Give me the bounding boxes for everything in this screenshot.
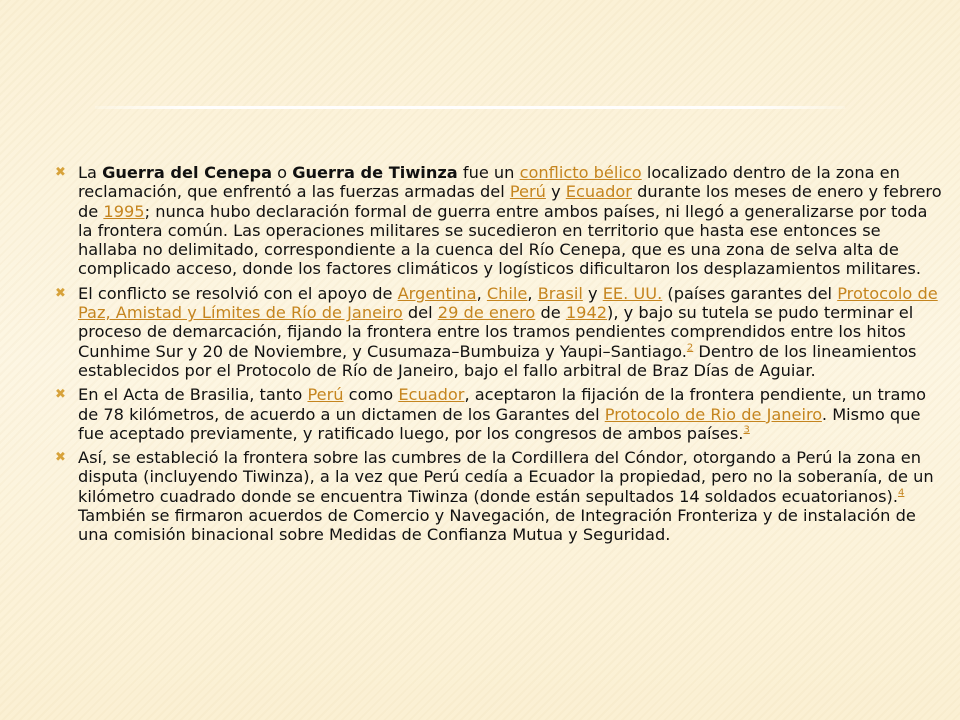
footnote-ref-link[interactable]: 4 (898, 487, 905, 499)
text: o (272, 163, 293, 182)
link-ee-uu[interactable]: EE. UU. (602, 283, 663, 303)
bullet-x-icon: ✖ (55, 387, 66, 403)
text: durante los meses de enero y febrero de (78, 182, 942, 221)
link-brasil[interactable]: Brasil (537, 283, 583, 303)
bullet-list (52, 163, 942, 550)
text: Así, se estableció la frontera sobre las cumbres de la Cordillera del Cóndor, otorgando a Perú la zona en disputa (incluyendo Tiwinza), a la vez que Perú cedía a Ecuador la propiedad, pero no la soberanía, de un kilómetro cuadrado donde se encuentra Tiwinza (donde están sepultados 14 soldados ecuatorianos). (78, 448, 934, 506)
link-ecuador[interactable]: Ecuador (565, 182, 632, 202)
link-conflicto-belico[interactable]: conflicto bélico (519, 163, 642, 182)
text: fue un (457, 163, 520, 182)
link-argentina[interactable]: Argentina (397, 283, 477, 303)
text: . Mismo que fue aceptado previamente, y ratificado luego, por los congresos de ambos países. (78, 404, 921, 443)
text: (países garantes del (662, 283, 838, 303)
text: de (535, 303, 566, 323)
text: , (527, 283, 538, 303)
text: ; nunca hubo declaración formal de guerra entre ambos países, ni llegó a generalizarse por toda la frontera común. Las operaciones militares se sucedieron en territorio que hasta ese entonces se hallaba no delimitado, correspondiente a la cuenca del Río Cenepa, que es una zona de selva alta de complicado acceso, donde los factores climáticos y logísticos dificultaron los desplazamientos militares. (78, 201, 928, 279)
bullet-x-icon: ✖ (55, 285, 66, 301)
text: como (343, 385, 399, 405)
link-1995[interactable]: 1995 (103, 201, 145, 221)
bullet-x-icon: ✖ (55, 165, 66, 180)
text: ), y bajo su tutela se pudo terminar el proceso de demarcación, fijando la frontera entre los tramos pendientes comprendidos entre los hitos Cunhime Sur y 20 de Noviembre, y Cusumaza–Bumbuiza y Yaupi–Santiago. (78, 303, 914, 361)
text: La (78, 163, 103, 182)
bullet-x-icon: ✖ (55, 450, 66, 466)
footnote-ref-link[interactable]: 2 (686, 342, 694, 354)
footnote-ref-link[interactable]: 3 (743, 424, 750, 436)
bullet-item-3 (52, 385, 942, 443)
text: , (476, 283, 487, 303)
text: localizado dentro de la zona en reclamación, que enfrentó a las fuerzas armadas del (78, 163, 900, 202)
link-peru[interactable]: Perú (307, 385, 344, 405)
bullet-item-4 (52, 448, 942, 544)
text: y (545, 182, 566, 202)
text: También se firmaron acuerdos de Comercio y Navegación, de Integración Fronteriza y de instalación de una comisión binacional sobre Medidas de Confianza Mutua y Seguridad. (78, 506, 916, 545)
link-chile[interactable]: Chile (486, 283, 528, 303)
bullet-item-2 (52, 284, 942, 380)
link-29-de-enero[interactable]: 29 de enero (437, 303, 536, 323)
bold-term: Guerra del Cenepa (102, 163, 273, 182)
text: El conflicto se resolvió con el apoyo de (78, 283, 398, 303)
text: y (582, 283, 603, 303)
bold-term: Guerra de Tiwinza (292, 163, 458, 182)
title-divider (95, 106, 845, 109)
text: del (402, 303, 438, 323)
link-peru[interactable]: Perú (509, 182, 546, 202)
link-protocolo-de-paz[interactable]: Protocolo de Paz, Amistad y Límites de Río de Janeiro (78, 283, 938, 323)
bullet-item-1 (52, 163, 942, 279)
text: En el Acta de Brasilia, tanto (78, 385, 308, 405)
link-1942[interactable]: 1942 (565, 303, 608, 323)
link-protocolo-rio-de-janeiro[interactable]: Protocolo de Rio de Janeiro (604, 404, 822, 424)
text: , aceptaron la fijación de la frontera pendiente, un tramo de 78 kilómetros, de acuerdo a un dictamen de los Garantes del (78, 385, 927, 424)
link-ecuador[interactable]: Ecuador (398, 385, 465, 405)
text: Dentro de los lineamientos establecidos por el Protocolo de Río de Janeiro, bajo el fallo arbitral de Braz Días de Aguiar. (78, 341, 917, 380)
